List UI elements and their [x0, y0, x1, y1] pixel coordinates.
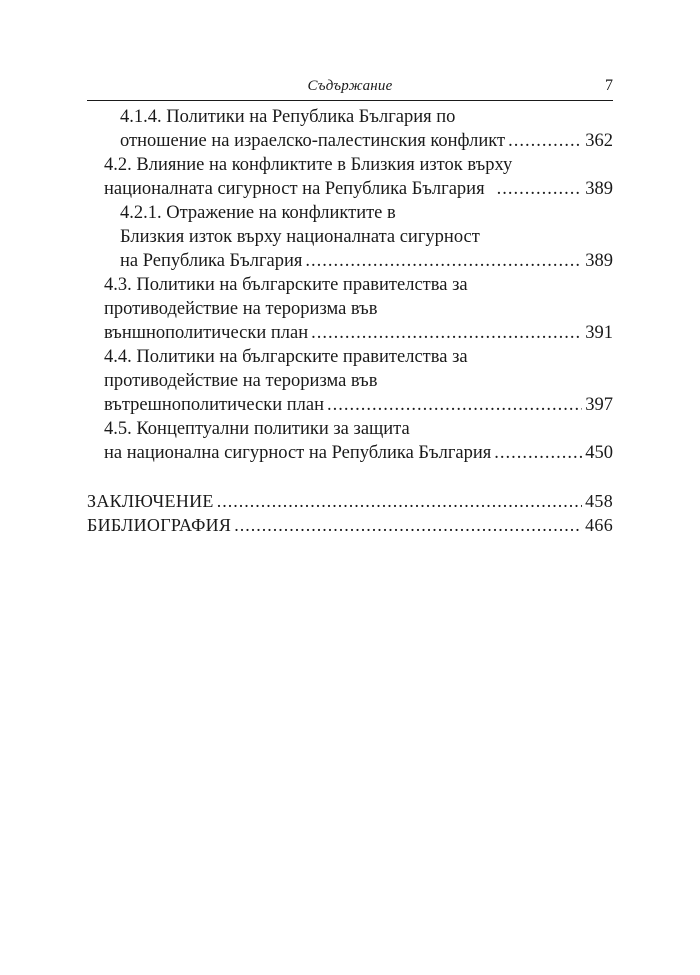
toc-page-number: 466 [585, 515, 613, 535]
toc-entry-title: БИБЛИОГРАФИЯ [87, 515, 232, 535]
toc-entry-title: ЗАКЛЮЧЕНИЕ [87, 491, 214, 511]
toc-entry-line: противодействие на тероризма във [104, 371, 378, 391]
dot-leader [327, 393, 582, 417]
toc-entry-line: 4.5. Концептуални политики за защита [104, 419, 410, 439]
dot-leader [311, 321, 582, 345]
toc-entry[interactable] [104, 345, 613, 417]
toc-entry-line: националната сигурност на Република България [104, 179, 485, 199]
dot-leader [508, 129, 582, 153]
toc-entry-conclusion[interactable] [87, 489, 613, 513]
toc-entry-line: 4.1.4. Политики на Република България по [120, 107, 456, 127]
dot-leader [217, 489, 582, 513]
toc-entry-bibliography[interactable] [87, 513, 613, 537]
toc-page-number: 391 [585, 323, 613, 343]
toc-page-number: 389 [585, 251, 613, 271]
toc-entry[interactable] [104, 153, 613, 201]
toc-entry[interactable] [120, 105, 613, 153]
toc-entry[interactable] [104, 273, 613, 345]
header-page-number: 7 [605, 77, 613, 94]
toc-entry-line: 4.4. Политики на българските правителства за [104, 347, 468, 367]
toc-entry-line: на Република България [120, 251, 303, 271]
toc-page-number: 397 [585, 395, 613, 415]
toc-entry-line: вътрешнополитически план [104, 395, 324, 415]
toc-entry-line: на национална сигурност на Република България [104, 443, 492, 463]
dot-leader [494, 441, 582, 465]
toc-entry-line: 4.2.1. Отражение на конфликтите в [120, 203, 396, 223]
dot-leader [497, 177, 583, 201]
dot-leader [305, 249, 582, 273]
toc-entry-line: 4.3. Политики на българските правителства за [104, 275, 468, 295]
toc-entry-line: противодействие на тероризма във [104, 299, 378, 319]
toc-entry-line: отношение на израелско-палестинския конфликт [120, 131, 506, 151]
toc-page-number: 458 [585, 491, 613, 511]
toc-entry-line: 4.2. Влияние на конфликтите в Близкия изток върху [104, 155, 513, 175]
header-title: Съдържание [307, 78, 393, 94]
toc-page-number: 450 [585, 443, 613, 463]
dot-leader [234, 513, 582, 537]
toc-page-number: 362 [585, 131, 613, 151]
toc-page-number: 389 [585, 179, 613, 199]
toc-entry-line: Близкия изток върху националната сигурност [120, 227, 480, 247]
toc-entry[interactable] [104, 417, 613, 465]
toc-entry-line: външнополитически план [104, 323, 309, 343]
running-header [87, 74, 613, 101]
toc-entry[interactable] [120, 201, 613, 273]
